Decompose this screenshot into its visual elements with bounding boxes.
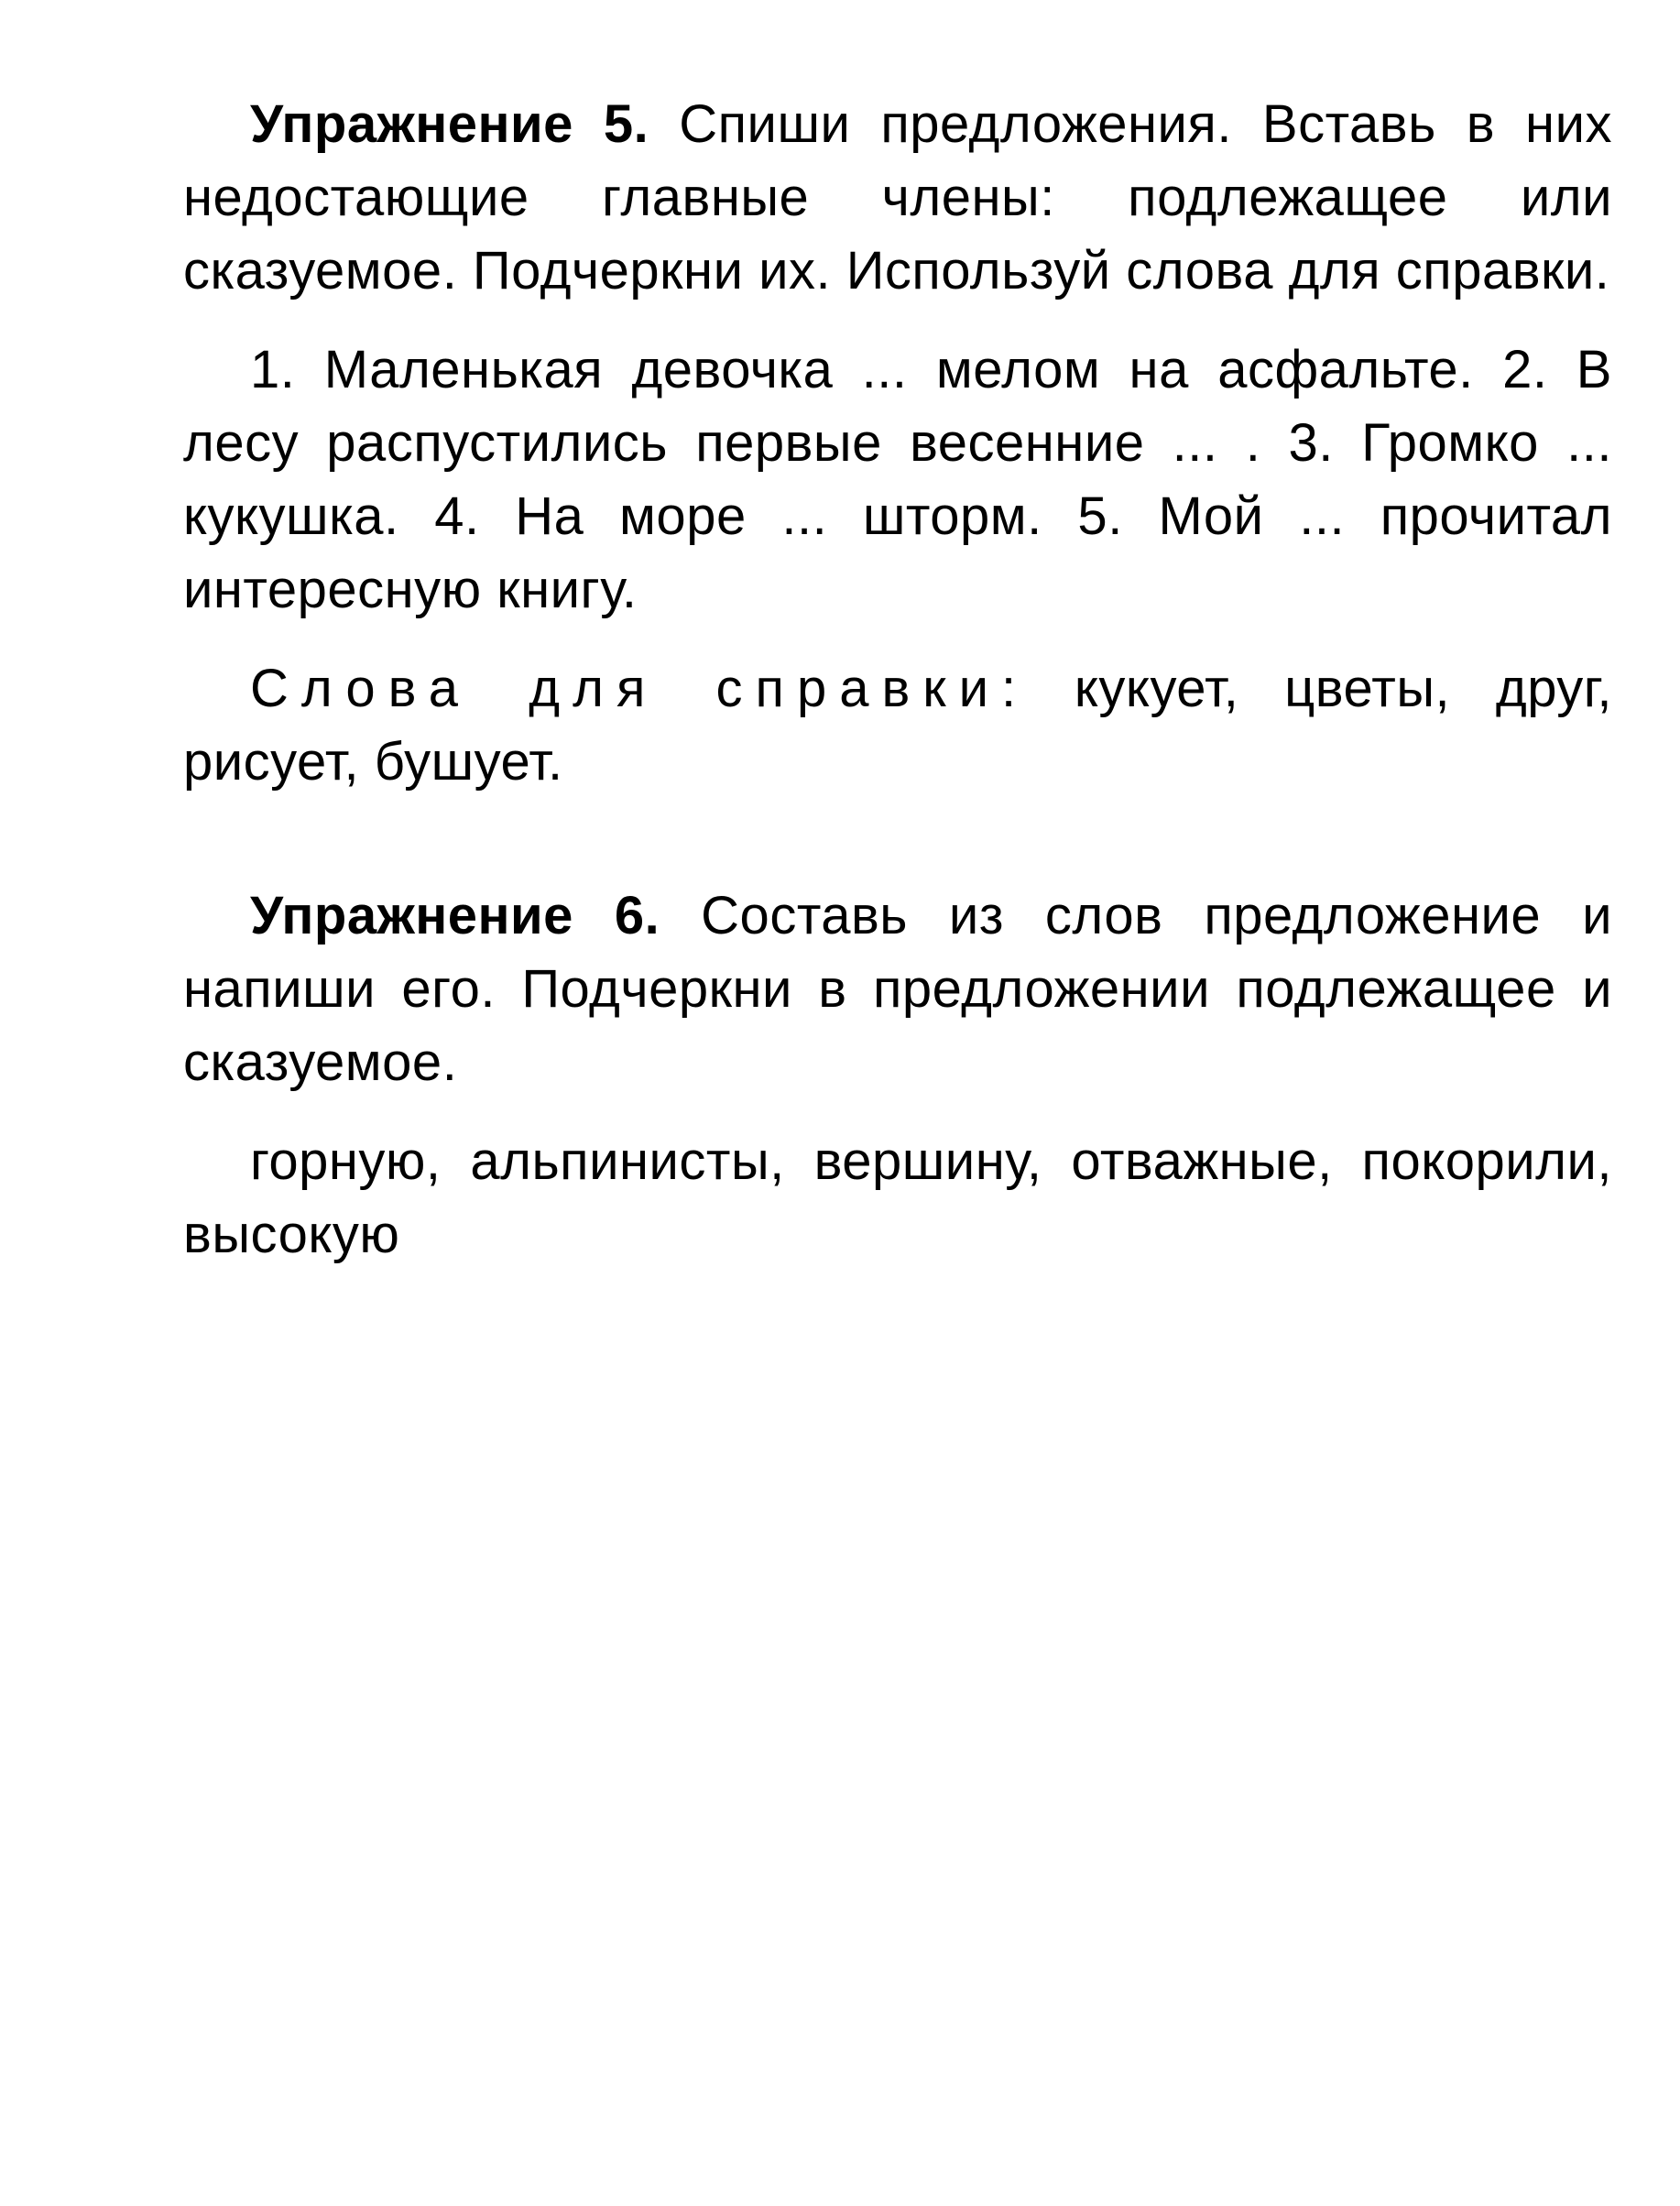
exercise-6 xyxy=(183,879,1612,1272)
exercise-6-instruction-paragraph xyxy=(183,879,1612,1099)
exercise-6-instruction: Составь из слов предложение и напиши его. Подчеркни в предложении подлежащее и сказуемое. xyxy=(183,886,1612,1092)
reference-words: кукует, цветы, друг, рисует, бушует. xyxy=(183,659,1612,792)
exercise-5-heading: Упражнение 5. xyxy=(250,94,649,154)
worksheet-page xyxy=(183,88,1612,1272)
exercise-5-instruction: Спиши предложения. Вставь в них недостающие главные члены: подлежащее или сказуемое. Подчеркни их. Используй слова для справки. xyxy=(183,94,1612,300)
exercise-5 xyxy=(183,88,1612,799)
exercise-6-words: горную, альпинисты, вершину, отважные, покорили, высокую xyxy=(183,1131,1612,1264)
exercise-5-instruction-paragraph xyxy=(183,88,1612,308)
reference-label: Слова для справки: xyxy=(250,659,1030,718)
exercise-5-reference xyxy=(183,652,1612,799)
exercise-6-heading: Упражнение 6. xyxy=(250,886,660,945)
exercise-5-sentences: 1. Маленькая девочка ... мелом на асфальте. 2. В лесу распустились первые весенние ... . 3. Громко ... кукушка. 4. На море ... шторм. 5. Мой ... прочитал интересную книгу. xyxy=(183,340,1612,619)
